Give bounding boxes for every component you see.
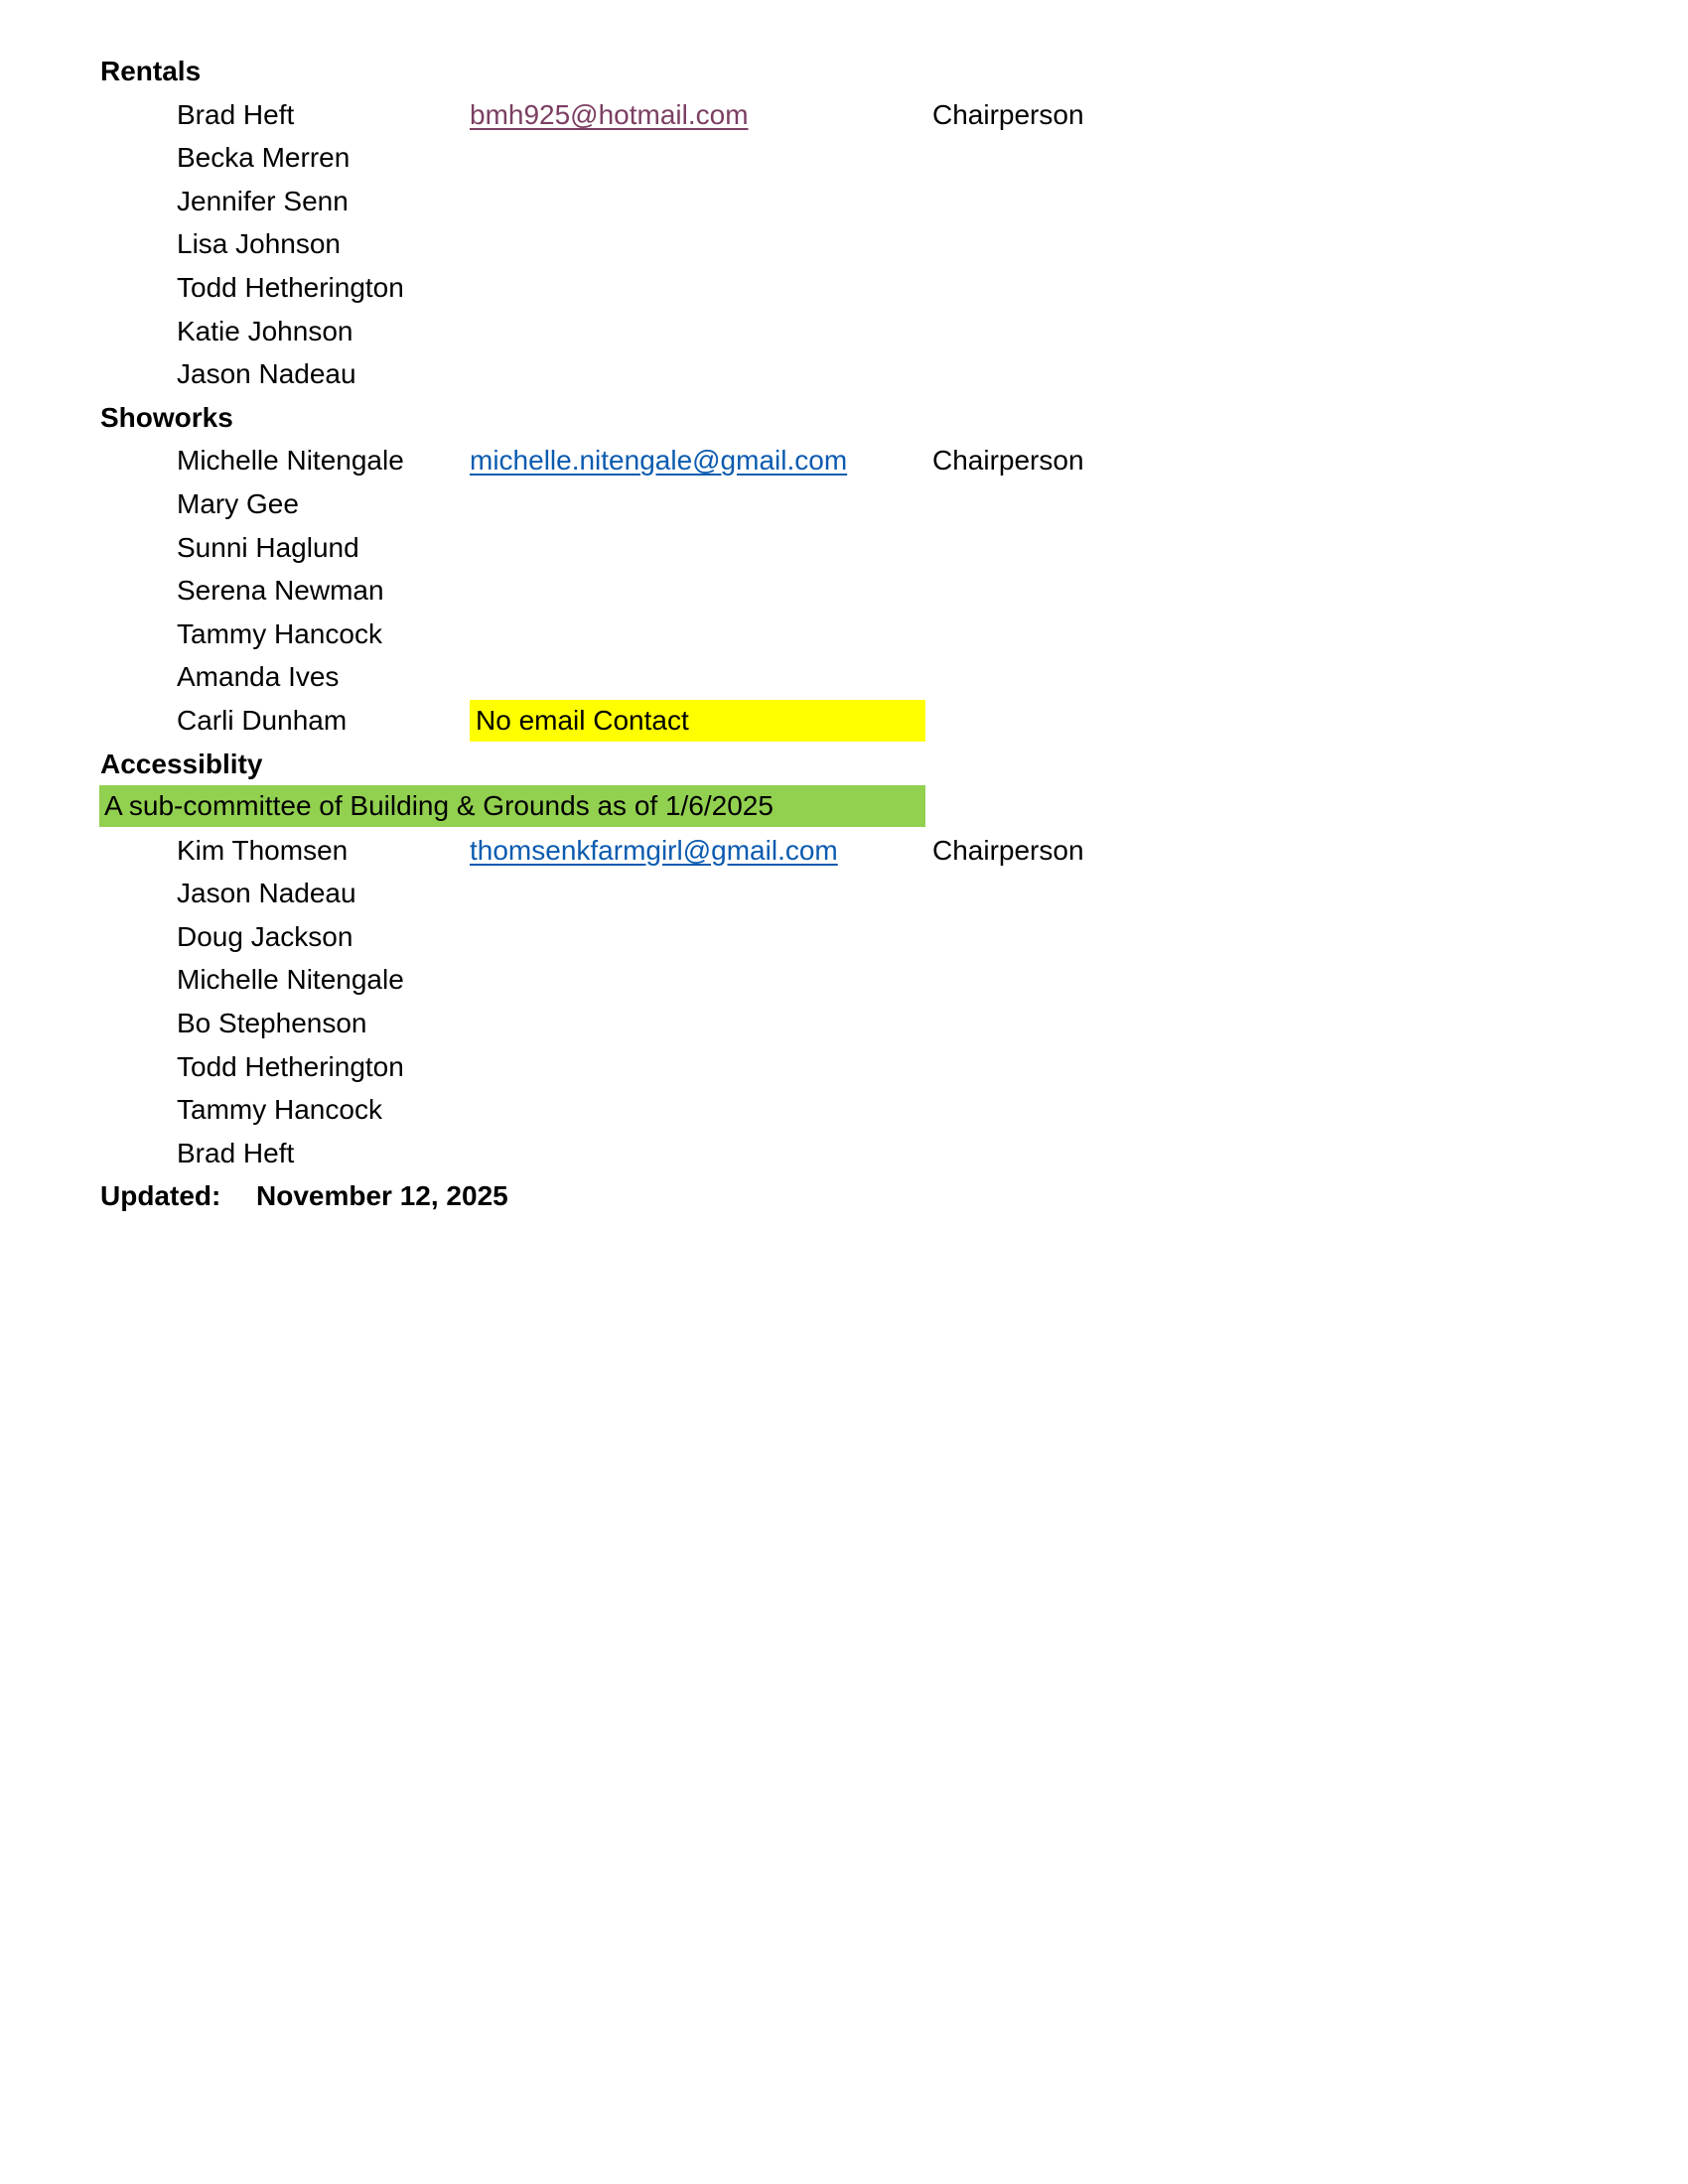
member-row	[100, 93, 1093, 137]
member-row	[100, 872, 1093, 915]
member-name: Tammy Hancock	[177, 617, 382, 649]
member-name: Michelle Nitengale	[177, 445, 404, 477]
email-link[interactable]: bmh925@hotmail.com	[470, 98, 749, 130]
updated-footer	[100, 1174, 1093, 1218]
member-name: Michelle Nitengale	[177, 964, 404, 996]
member-row	[100, 958, 1093, 1002]
member-row	[100, 482, 1093, 526]
member-row	[100, 136, 1093, 180]
email-link[interactable]: thomsenkfarmgirl@gmail.com	[470, 834, 838, 866]
member-name: Kim Thomsen	[177, 834, 349, 866]
member-name: Mary Gee	[177, 487, 299, 519]
member-row	[100, 266, 1093, 310]
member-row	[100, 1045, 1093, 1089]
member-row	[100, 613, 1093, 656]
member-row	[100, 829, 1093, 873]
member-name: Becka Merren	[177, 142, 351, 174]
email-link[interactable]: michelle.nitengale@gmail.com	[470, 445, 848, 477]
member-name: Brad Heft	[177, 1137, 295, 1168]
member-row	[100, 180, 1093, 223]
member-name: Brad Heft	[177, 98, 295, 130]
member-role: Chairperson	[932, 98, 1084, 130]
member-row	[100, 310, 1093, 353]
member-name: Carli Dunham	[177, 704, 348, 736]
subcommittee-note-row	[100, 785, 1093, 829]
updated-date: November 12, 2025	[256, 1180, 508, 1212]
member-name: Lisa Johnson	[177, 228, 342, 260]
member-name: Serena Newman	[177, 575, 384, 607]
section-heading-accessibility	[100, 743, 1093, 786]
section-heading-showorks	[100, 396, 1093, 440]
member-row	[100, 1088, 1093, 1132]
member-name: Todd Hetherington	[177, 1050, 404, 1082]
no-email-note: No email Contact	[470, 700, 925, 742]
member-row	[100, 1132, 1093, 1175]
section-title: Accessiblity	[100, 748, 263, 779]
updated-label: Updated:	[100, 1180, 221, 1212]
member-role: Chairperson	[932, 445, 1084, 477]
section-title: Rentals	[100, 56, 202, 86]
member-name: Jennifer Senn	[177, 185, 349, 216]
member-row	[100, 915, 1093, 959]
section-title: Showorks	[100, 401, 233, 433]
member-name: Katie Johnson	[177, 315, 353, 346]
member-row	[100, 439, 1093, 482]
member-name: Jason Nadeau	[177, 878, 356, 909]
member-row	[100, 569, 1093, 613]
member-row	[100, 222, 1093, 266]
member-name: Jason Nadeau	[177, 358, 356, 390]
member-role: Chairperson	[932, 834, 1084, 866]
member-row	[100, 352, 1093, 396]
member-row	[100, 1002, 1093, 1045]
member-name: Doug Jackson	[177, 920, 353, 952]
subcommittee-note: A sub-committee of Building & Grounds as of 1/6/2025	[99, 785, 925, 827]
member-name: Bo Stephenson	[177, 1008, 367, 1039]
member-name: Sunni Haglund	[177, 531, 359, 563]
member-name: Amanda Ives	[177, 661, 340, 693]
section-heading-rentals	[100, 50, 1093, 93]
member-name: Tammy Hancock	[177, 1094, 382, 1126]
committee-roster	[100, 50, 1093, 1218]
member-row	[100, 655, 1093, 699]
member-row	[100, 526, 1093, 570]
member-name: Todd Hetherington	[177, 271, 404, 303]
member-row	[100, 699, 1093, 743]
